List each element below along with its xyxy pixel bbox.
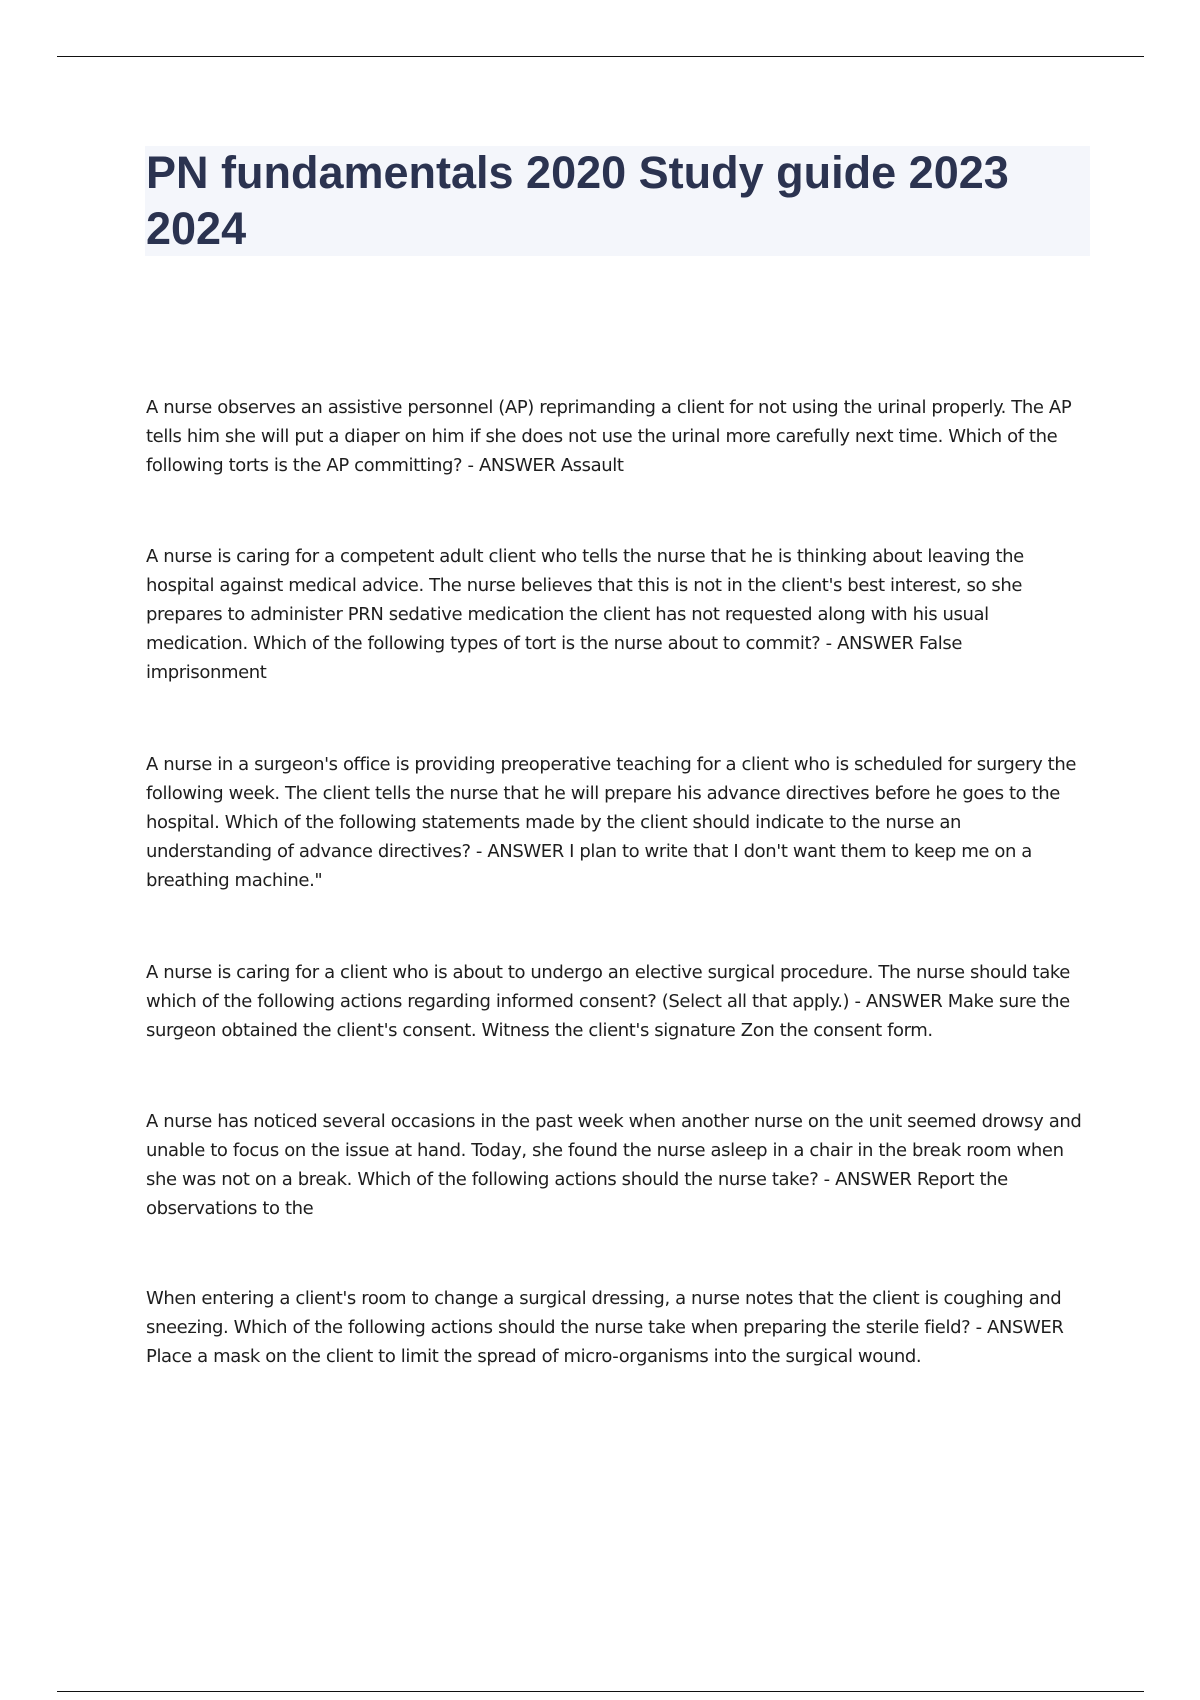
answer-text: - ANSWER I plan to write that I don't want them to keep me on a breathing machine." (146, 841, 1032, 891)
header-rule (57, 56, 1144, 57)
qa-item (146, 1284, 1086, 1371)
question-text: A nurse is caring for a client who is about to undergo an elective surgical procedure. The nurse should take which of the following actions regarding informed consent? (Select all that apply.) (146, 962, 1070, 1012)
question-text: A nurse observes an assistive personnel (AP) reprimanding a client for not using the urinal properly. The AP tells him she will put a diaper on him if she does not use the urinal more carefully next time. Which of the following torts is the AP committing? (146, 397, 1072, 476)
answer-text: - ANSWER False imprisonment (146, 633, 963, 683)
answer-text: - ANSWER Place a mask on the client to limit the spread of micro-organisms into the surgical wound. (146, 1317, 1064, 1367)
footer-rule (57, 1691, 1144, 1692)
answer-text: - ANSWER Make sure the surgeon obtained the client's consent. Witness the client's signature Zon the consent form. (146, 991, 1070, 1041)
question-text: A nurse has noticed several occasions in the past week when another nurse on the unit seemed drowsy and unable to focus on the issue at hand. Today, she found the nurse asleep in a chair in the break room when she was not on a break. Which of the following actions should the nurse take? (146, 1111, 1082, 1190)
question-text: A nurse in a surgeon's office is providing preoperative teaching for a client who is scheduled for surgery the following week. The client tells the nurse that he will prepare his advance directives before he goes to the hospital. Which of the following statements made by the client should indicate to the nurse an understanding of advance directives? (146, 754, 1077, 862)
qa-item (146, 542, 1086, 687)
document-title: PN fundamentals 2020 Study guide 2023 2024 (146, 147, 1009, 254)
qa-item (146, 750, 1086, 895)
qa-item (146, 958, 1086, 1045)
answer-text: - ANSWER Report the observations to the (146, 1169, 1008, 1219)
question-text: When entering a client's room to change a surgical dressing, a nurse notes that the client is coughing and sneezing. Which of the following actions should the nurse take when preparing the sterile field? (146, 1288, 1062, 1338)
answer-text: - ANSWER Assault (462, 455, 624, 476)
question-text: A nurse is caring for a competent adult client who tells the nurse that he is thinking about leaving the hospital against medical advice. The nurse believes that this is not in the client's best interest, so she prepares to administer PRN sedative medication the client has not requested along with his usual medication. Which of the following types of tort is the nurse about to commit? (146, 546, 1024, 654)
qa-item (146, 393, 1086, 480)
qa-item (146, 1107, 1086, 1223)
